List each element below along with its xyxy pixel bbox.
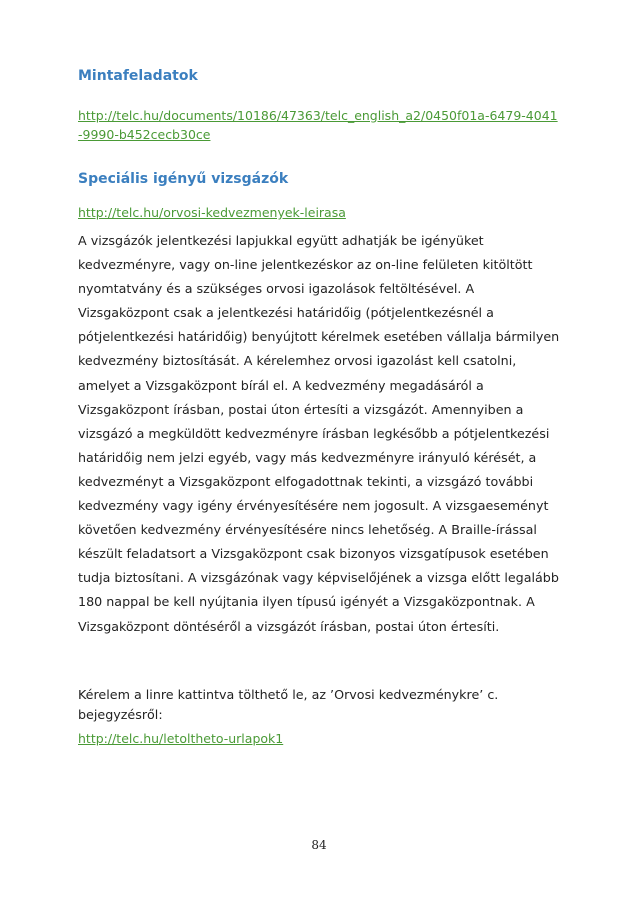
page-content xyxy=(78,66,568,748)
paragraph-kerelem: Kérelem a linre kattintva tölthető le, az ’Orvosi kedvezménykre’ c. bejegyzésről: xyxy=(78,686,499,722)
heading-specialis-igenyu-vizsgazok: Speciális igényű vizsgázók xyxy=(78,171,289,187)
page-number: 84 xyxy=(311,838,327,852)
link-letoltheto-urlapok[interactable]: http://telc.hu/letoltheto-urlapok1 xyxy=(78,730,284,746)
link-mintafeladatok[interactable]: http://telc.hu/documents/10186/47363/telc_english_a2/0450f01a-6479-4041-9990-b452cecb30ce xyxy=(78,108,558,142)
link-orvosi-kedvezmenyek[interactable]: http://telc.hu/orvosi-kedvezmenyek-leirasa xyxy=(78,205,346,220)
heading-mintafeladatok: Mintafeladatok xyxy=(78,68,198,84)
paragraph-kedvezmeny-leiras: A vizsgázók jelentkezési lapjukkal együtt adhatják be igényüket kedvezményre, vagy on-line jelentkezéskor az on-line felületen kitöltött nyomtatvány és a szükséges orvosi igazolások feltöltésével. A Vizsgaközpont csak a jelentkezési határidőig (pótjelentkezésnél a pótjelentkezési határidőig) benyújtott kérelmek esetében vállalja bármilyen kedvezmény biztosítását. A kérelemhez orvosi igazolást kell csatolni, amelyet a Vizsgaközpont bírál el. A kedvezmény megadásáról a Vizsgaközpont írásban, postai úton értesíti a vizsgázót. Amennyiben a vizsgázó a megküldött kedvezményre írásban legkésőbb a pótjelentkezési határidőig nem jelzi egyéb, vagy más kedvezményre irányuló kérését, a kedvezményt a Vizsgaközpont elfogadottnak tekinti, a vizsgázó további kedvezmény vagy igény érvényesítésére nem jogosult. A vizsgaeseményt követően kedvezmény érvényesítésére nincs lehetőség. A Braille-írással készült feladatsort a Vizsgaközpont csak bizonyos vizsgatípusok esetében tudja biztosítani. A vizsgázónak vagy képviselőjének a vizsga előtt legalább 180 nappal be kell nyújtania ilyen típusú igényét a Vizsgaközpontnak. A Vizsgaközpont döntéséről a vizsgázót írásban, postai úton értesíti. xyxy=(78,233,560,634)
